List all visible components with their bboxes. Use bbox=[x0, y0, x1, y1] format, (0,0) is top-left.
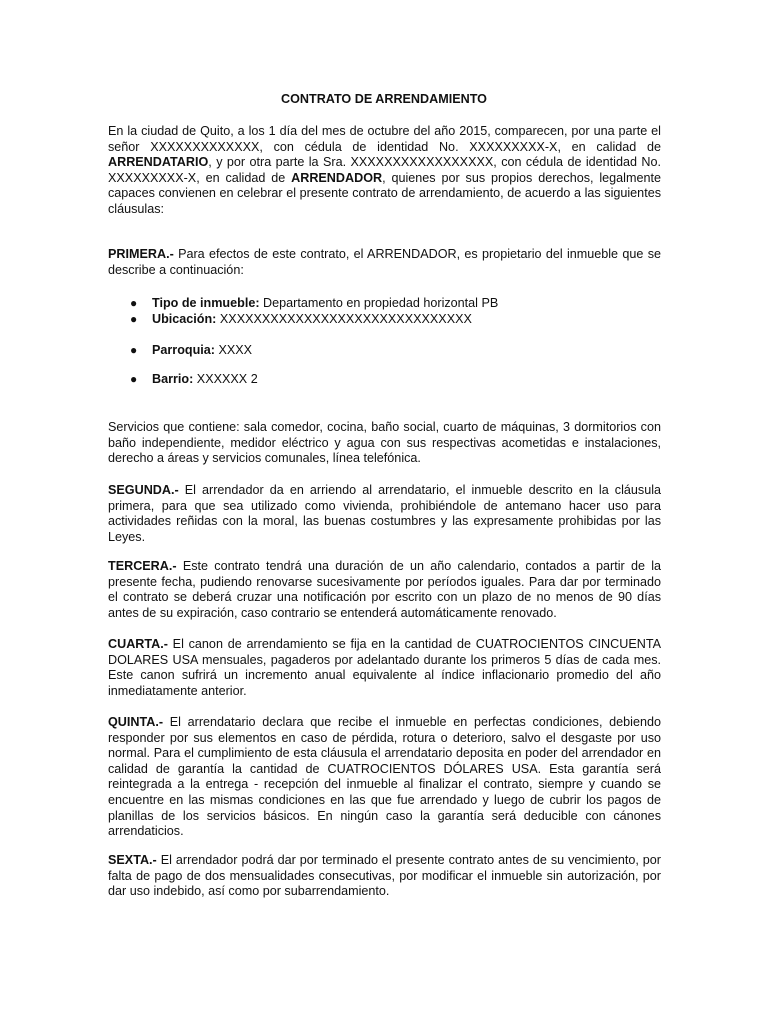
clause-segunda-text: El arrendador da en arriendo al arrendatario, el inmueble descrito en la cláusula primera, para que sea utilizado como vivienda, prohibiéndole de antemano hacer uso para actividades reñidas con la moral, las buenas costumbres y las expresamente prohibidas por las Leyes. bbox=[108, 483, 661, 544]
arrendador-label: ARRENDADOR bbox=[291, 170, 383, 185]
clause-quinta-text: El arrendatario declara que recibe el inmueble en perfectas condiciones, debiendo responder por sus elementos en caso de pérdida, rotura o deterioro, salvo el desgaste por uso normal. Para el cumplimiento de esta cláusula el arrendatario deposita en poder del arrendador en calidad de garantía la cantidad de CUATROCIENTOS DÓLARES USA. Esta garantía será reintegrada a la entrega - recepción del inmueble al finalizar el contrato, siempre y cuando se encuentre en las mismas condiciones en las que fue arrendado y luego de cubrir los pagos de planillas de los servicios básicos. En ningún caso la garantía será deducible con cánones arrendaticios. bbox=[108, 715, 661, 839]
clause-sexta-text: El arrendador podrá dar por terminado el presente contrato antes de su vencimiento, por falta de pago de dos mensualidades consecutivas, por modificar el inmueble sin autorización, por dar uso indebido, así como por subarrendamiento. bbox=[108, 853, 661, 899]
bullet-value: Departamento en propiedad horizontal PB bbox=[259, 296, 499, 310]
clause-cuarta-text: El canon de arrendamiento se fija en la cantidad de CUATROCIENTOS CINCUENTA DOLARES USA mensuales, pagaderos por adelantado durante los primeros 5 días de cada mes. Este canon sufrirá un incremento anual equivalente al índice inflacionario promedio del año inmediatamente anterior. bbox=[108, 637, 661, 698]
arrendatario-label: ARRENDATARIO bbox=[108, 155, 209, 170]
clause-sexta bbox=[108, 853, 661, 900]
clause-tercera-label: TERCERA.- bbox=[108, 559, 177, 573]
intro-text-1: En la ciudad de Quito, a los 1 día del mes de octubre del año 2015, comparecen, por una parte el señor XXXXXXXXXXXXX, con cédula de identidad No. XXXXXXXXX-X, en calidad de bbox=[108, 124, 661, 154]
list-item bbox=[130, 372, 258, 388]
clause-quinta-label: QUINTA.- bbox=[108, 715, 164, 729]
intro-text-3: , quienes por sus propios derechos, legalmente capaces convienen en celebrar el presente contrato de arrendamiento, de acuerdo a las siguientes cláusulas: bbox=[108, 170, 661, 216]
bullet-icon: ● bbox=[130, 296, 138, 310]
clause-cuarta bbox=[108, 637, 661, 699]
clause-cuarta-label: CUARTA.- bbox=[108, 637, 168, 651]
bullet-label: Ubicación: bbox=[152, 312, 217, 326]
list-item bbox=[130, 312, 472, 328]
clause-primera-text: Para efectos de este contrato, el ARRENDADOR, es propietario del inmueble que se describe a continuación: bbox=[108, 247, 661, 277]
bullet-label: Barrio: bbox=[152, 372, 194, 386]
servicios-paragraph: Servicios que contiene: sala comedor, cocina, baño social, cuarto de máquinas, 3 dormitorios con baño independiente, medidor eléctrico y agua con sus respectivas acometidas e instalaciones, derecho a áreas y servicios comunales, línea telefónica. bbox=[108, 420, 661, 466]
bullet-icon: ● bbox=[130, 372, 138, 386]
bullet-label: Parroquia: bbox=[152, 343, 215, 357]
list-item bbox=[130, 343, 252, 359]
bullet-value: XXXXXX 2 bbox=[193, 372, 258, 386]
intro-text-2: , y por otra parte la Sra. XXXXXXXXXXXXXXXXX, con cédula de identidad No. XXXXXXXXX-X, en calidad de bbox=[108, 155, 661, 185]
bullet-icon: ● bbox=[130, 343, 138, 357]
bullet-value: XXXXXXXXXXXXXXXXXXXXXXXXXXXXXX bbox=[216, 312, 472, 326]
clause-segunda bbox=[108, 483, 661, 545]
intro-paragraph bbox=[108, 124, 661, 218]
bullet-value: XXXX bbox=[214, 343, 253, 357]
clause-primera-label: PRIMERA.- bbox=[108, 247, 174, 261]
clause-primera bbox=[108, 247, 661, 278]
clause-segunda-label: SEGUNDA.- bbox=[108, 483, 179, 497]
bullet-label: Tipo de inmueble: bbox=[152, 296, 260, 310]
bullet-icon: ● bbox=[130, 312, 138, 326]
clause-sexta-label: SEXTA.- bbox=[108, 853, 157, 867]
clause-tercera-text: Este contrato tendrá una duración de un año calendario, contados a partir de la presente fecha, pudiendo renovarse sucesivamente por períodos iguales. Para dar por terminado el contrato se deberá cruzar una notificación por escrito con un plazo de no menos de 90 días antes de su expiración, caso contrario se entenderá automáticamente renovado. bbox=[108, 559, 661, 620]
document-title: CONTRATO DE ARRENDAMIENTO bbox=[281, 92, 487, 106]
clause-tercera bbox=[108, 559, 661, 621]
list-item bbox=[130, 296, 498, 312]
clause-quinta bbox=[108, 715, 661, 840]
